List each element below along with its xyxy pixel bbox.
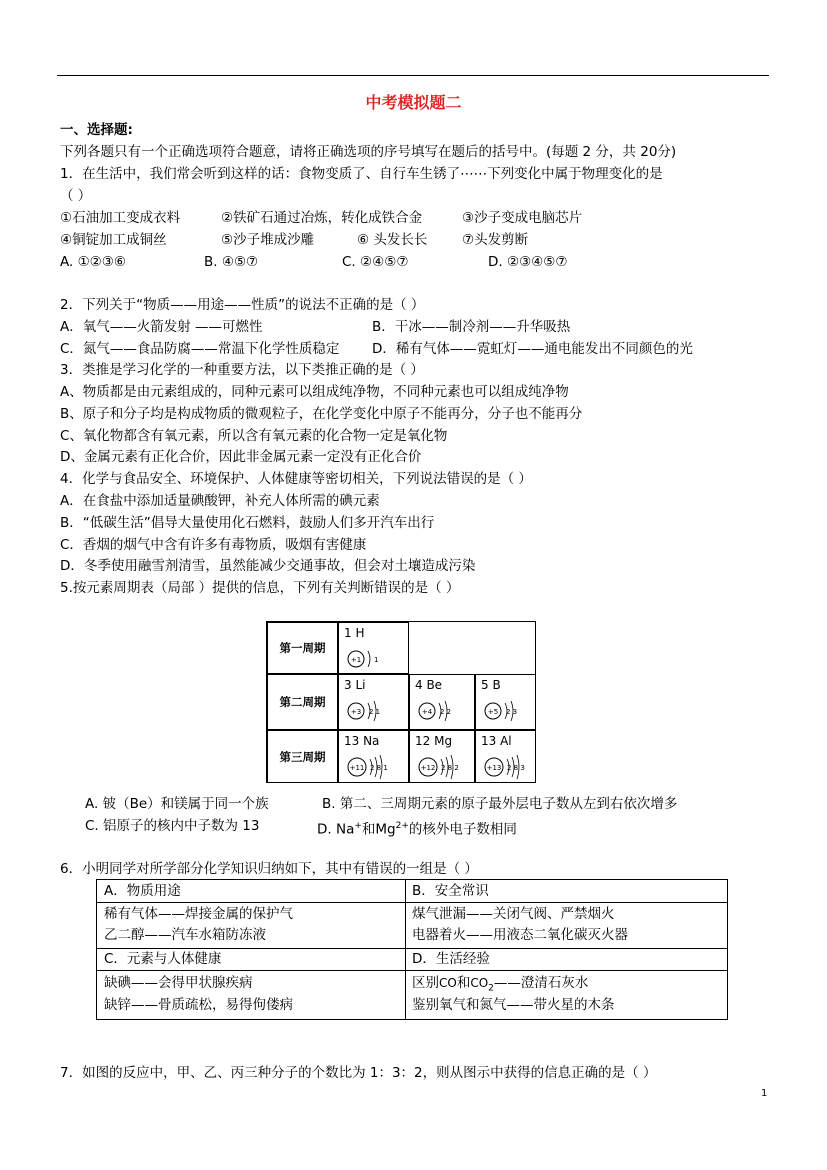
q1-item-6: ⑥ 头发长长 bbox=[357, 232, 428, 248]
magnesium-charge: 2+ bbox=[395, 821, 409, 831]
q1-item-1: ①石油加工变成衣料 bbox=[60, 210, 181, 226]
q2-option-c: C．氮气——食品防腐——常温下化学性质稳定 bbox=[60, 341, 340, 357]
element-cell-na bbox=[338, 730, 409, 783]
cell-d-line-2: 鉴别氧气和氮气——带火星的木条 bbox=[412, 997, 615, 1013]
q5-option-a: A. 铍（Be）和镁属于同一个族 bbox=[85, 796, 269, 812]
q1-item-2: ②铁矿石通过冶炼，转化成铁合金 bbox=[221, 210, 423, 226]
q1-item-7: ⑦头发剪断 bbox=[462, 232, 529, 248]
q4-stem: 4．化学与食品安全、环境保护、人体健康等密切相关，下列说法错误的是（ ） bbox=[60, 471, 532, 487]
element-label: 5 B bbox=[481, 678, 501, 692]
q1-item-3: ③沙子变成电脑芯片 bbox=[462, 210, 583, 226]
cell-b-heading: B．安全常识 bbox=[412, 883, 489, 899]
cell-a-line-1: 稀有气体——焊接金属的保护气 bbox=[104, 906, 293, 922]
q1-option-d: D. ②③④⑤⑦ bbox=[488, 254, 568, 270]
element-cell-al bbox=[475, 730, 536, 783]
q5-stem: 5.按元素周期表（局部 ）提供的信息，下列有关判断错误的是（ ） bbox=[60, 580, 460, 596]
q1-item-5: ⑤沙子堆成沙雕 bbox=[221, 232, 315, 248]
q5-option-d bbox=[317, 817, 517, 839]
q1-option-b: B. ④⑤⑦ bbox=[204, 254, 259, 270]
q2-option-d: D．稀有气体——霓虹灯——通电能发出不同颜色的光 bbox=[372, 341, 693, 357]
co2-subscript: 2 bbox=[488, 983, 494, 994]
q6-stem: 6．小明同学对所学部分化学知识归纳如下，其中有错误的一组是（ ） bbox=[60, 861, 478, 877]
cell-c-line-1: 缺碘——会得甲状腺疾病 bbox=[104, 975, 253, 991]
sodium-charge: + bbox=[354, 821, 362, 831]
atom-structure-icon bbox=[345, 645, 405, 673]
cell-a-heading: A．物质用途 bbox=[104, 883, 181, 899]
q2-stem: 2．下列关于“物质——用途——性质”的说法不正确的是（ ） bbox=[60, 297, 425, 313]
cell-b-line-1: 煤气泄漏——关闭气阀、严禁烟火 bbox=[412, 906, 615, 922]
electron-shells: 2 8 2 bbox=[441, 764, 459, 772]
sodium-ion: Na bbox=[335, 821, 355, 838]
electron-shells: 2 2 bbox=[440, 708, 452, 716]
q1-stem: 1．在生活中，我们常会听到这样的话：食物变质了、自行车生锈了⋯⋯下列变化中属于物理变化的是 bbox=[60, 166, 663, 182]
q3-stem: 3．类推是学习化学的一种重要方法，以下类推正确的是（ ） bbox=[60, 362, 424, 378]
cell-c-line-2: 缺锌——骨质疏松，易得佝偻病 bbox=[104, 997, 293, 1013]
electron-shells: 2 8 1 bbox=[370, 764, 388, 772]
q4-option-c: C．香烟的烟气中含有许多有毒物质，吸烟有害健康 bbox=[60, 537, 367, 553]
atom-structure-icon bbox=[416, 697, 476, 725]
element-label: 12 Mg bbox=[415, 734, 453, 748]
cell-c-heading: C．元素与人体健康 bbox=[104, 951, 222, 967]
q2-option-b: B．干冰——制冷剂——升华吸热 bbox=[372, 319, 571, 335]
period-label-3: 第三周期 bbox=[267, 730, 338, 783]
d1-and: 和 bbox=[456, 975, 471, 991]
element-label: 13 Na bbox=[344, 734, 380, 748]
q1-option-c: C. ②④⑤⑦ bbox=[342, 254, 409, 270]
electron-shells: 2 3 bbox=[506, 708, 518, 716]
atom-structure-icon bbox=[482, 697, 542, 725]
atom-structure-icon bbox=[416, 753, 476, 781]
cell-d-heading: D．生活经验 bbox=[412, 951, 490, 967]
knowledge-summary-table bbox=[96, 879, 728, 1020]
q3-option-b: B、原子和分子均是构成物质的微观粒子，在化学变化中原子不能再分，分子也不能再分 bbox=[60, 406, 583, 422]
carbon-dioxide: CO bbox=[470, 976, 489, 990]
header-rule bbox=[57, 75, 769, 76]
cell-b-line-2: 电器着火——用液态二氧化碳灭火器 bbox=[412, 927, 628, 943]
element-label: 13 Al bbox=[481, 734, 512, 748]
q1-answer-paren: （ ） bbox=[60, 188, 92, 204]
carbon-monoxide: CO bbox=[439, 976, 457, 990]
period-label-2: 第二周期 bbox=[267, 674, 338, 730]
q4-option-a: A．在食盐中添加适量碘酸钾，补充人体所需的碘元素 bbox=[60, 493, 380, 509]
d1-suffix: ——澄清石灰水 bbox=[493, 975, 589, 991]
atom-structure-icon bbox=[345, 753, 405, 781]
element-label: 1 H bbox=[344, 626, 365, 640]
nucleus-charge: +4 bbox=[421, 708, 433, 716]
nucleus-charge: +3 bbox=[350, 708, 362, 716]
section-heading: 一、选择题: bbox=[60, 122, 133, 138]
q5-option-d-and: 和 bbox=[361, 821, 376, 838]
element-cell-li bbox=[338, 674, 409, 730]
element-label: 4 Be bbox=[415, 678, 443, 692]
instructions: 下列各题只有一个正确选项符合题意，请将正确选项的序号填写在题后的括号中。(每题 2 分，共 20分) bbox=[60, 144, 677, 160]
electron-shells: 2 1 bbox=[369, 708, 381, 716]
nucleus-charge: +11 bbox=[349, 764, 365, 772]
q3-option-d: D、金属元素有正化合价，因此非金属元素一定没有正化合价 bbox=[60, 449, 422, 465]
electron-shells: 2 8 3 bbox=[507, 764, 525, 772]
q4-option-d: D．冬季使用融雪剂清雪，虽然能减少交通事故，但会对土壤造成污染 bbox=[60, 558, 476, 574]
element-cell-mg bbox=[409, 730, 475, 783]
electron-shells: 1 bbox=[374, 656, 379, 664]
q7-stem: 7．如图的反应中，甲、乙、丙三种分子的个数比为 1：3：2，则从图示中获得的信息正确的是（ ） bbox=[60, 1065, 657, 1081]
atom-structure-icon bbox=[482, 753, 542, 781]
q5-option-b: B. 第二、三周期元素的原子最外层电子数从左到右依次增多 bbox=[322, 796, 678, 812]
q3-option-a: A、物质都是由元素组成的，同种元素可以组成纯净物，不同种元素也可以组成纯净物 bbox=[60, 384, 569, 400]
q5-option-d-prefix: D. bbox=[317, 821, 336, 838]
q1-option-a: A. ①②③⑥ bbox=[60, 254, 126, 270]
q1-item-4: ④铜锭加工成铜丝 bbox=[60, 232, 167, 248]
element-label: 3 Li bbox=[344, 678, 366, 692]
d1-prefix: 区别 bbox=[412, 975, 439, 991]
nucleus-charge: +13 bbox=[486, 764, 502, 772]
element-cell-h bbox=[338, 622, 409, 674]
q5-option-c: C. 铝原子的核内中子数为 13 bbox=[85, 818, 260, 834]
cell-a-line-2: 乙二醇——汽车水箱防冻液 bbox=[104, 927, 266, 943]
q5-option-d-suffix: 的核外电子数相同 bbox=[408, 821, 517, 838]
atom-structure-icon bbox=[345, 697, 405, 725]
element-cell-b bbox=[475, 674, 536, 730]
magnesium-ion: Mg bbox=[375, 821, 396, 838]
nucleus-charge: +12 bbox=[420, 764, 436, 772]
period-label-1: 第一周期 bbox=[267, 622, 338, 674]
nucleus-charge: +5 bbox=[487, 708, 499, 716]
q4-option-b: B．“低碳生活”倡导大量使用化石燃料，鼓励人们多开汽车出行 bbox=[60, 515, 435, 531]
periodic-table-excerpt bbox=[266, 621, 536, 783]
q3-option-c: C、氧化物都含有氧元素，所以含有氧元素的化合物一定是氧化物 bbox=[60, 428, 448, 444]
nucleus-charge: +1 bbox=[350, 656, 362, 664]
page-title: 中考模拟题二 bbox=[365, 93, 462, 112]
q2-option-a: A．氧气——火箭发射 ——可燃性 bbox=[60, 319, 263, 335]
table-divider bbox=[97, 970, 727, 971]
element-cell-be bbox=[409, 674, 475, 730]
page-number: 1 bbox=[761, 1088, 768, 1099]
